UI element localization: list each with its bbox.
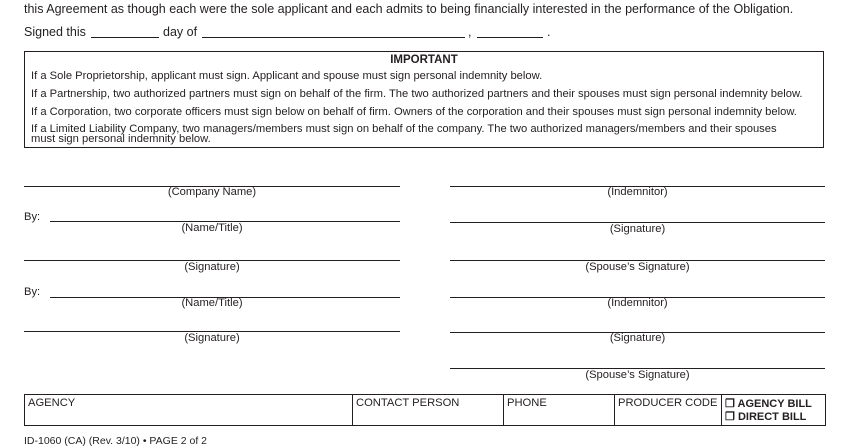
agency-label: AGENCY	[28, 397, 76, 409]
agency-bill-option[interactable]	[725, 398, 822, 411]
phone-label: PHONE	[507, 397, 547, 409]
indemnitor-caption-2: (Indemnitor)	[607, 297, 668, 309]
period-mark: .	[547, 25, 551, 39]
spouse-signature-caption-2: (Spouse’s Signature)	[585, 369, 690, 381]
agency-cell[interactable]	[25, 395, 353, 425]
signed-year-field[interactable]	[477, 37, 543, 38]
agency-info-table	[24, 394, 826, 426]
comma-separator: ,	[468, 25, 472, 39]
signature-caption-2: (Signature)	[184, 332, 240, 344]
agency-bill-label: AGENCY BILL	[737, 398, 812, 410]
phone-cell[interactable]	[504, 395, 615, 425]
signed-day-field[interactable]	[91, 37, 159, 38]
indemnitor-signature-caption-2: (Signature)	[609, 332, 666, 344]
name-title-caption-1: (Name/Title)	[181, 222, 243, 234]
important-title: IMPORTANT	[390, 54, 458, 66]
contact-person-label: CONTACT PERSON	[356, 397, 460, 409]
producer-code-label: PRODUCER CODE	[618, 397, 718, 409]
important-line-llc-continued: must sign personal indemnity below.	[31, 133, 211, 145]
company-name-caption: (Company Name)	[167, 186, 257, 198]
important-notice-box	[24, 51, 824, 148]
signature-caption-1: (Signature)	[184, 261, 240, 273]
by-label-1: By:	[24, 211, 41, 223]
producer-code-cell[interactable]	[615, 395, 722, 425]
indemnitor-signature-caption-1: (Signature)	[609, 223, 666, 235]
important-line-partnership: If a Partnership, two authorized partners must sign on behalf of the firm. The two authorized partners and their spouses must sign personal indemnity below.	[31, 88, 803, 100]
important-line-sole-proprietorship: If a Sole Proprietorship, applicant must sign. Applicant and spouse must sign personal indemnity below.	[31, 70, 543, 82]
direct-bill-checkbox-icon[interactable]: ❐	[725, 411, 735, 423]
direct-bill-option[interactable]	[725, 411, 822, 424]
agreement-text: this Agreement as though each were the sole applicant and each admits to being financially interested in the performance of the Obligation.	[24, 2, 794, 16]
form-footer: ID-1060 (CA) (Rev. 3/10) • PAGE 2 of 2	[24, 435, 208, 447]
direct-bill-label: DIRECT BILL	[737, 411, 807, 423]
important-line-corporation: If a Corporation, two corporate officers must sign below on behalf of firm. Owners of the corporation and their spouses must sign personal indemnity below.	[31, 106, 797, 118]
day-of-label: day of	[163, 25, 198, 39]
name-title-caption-2: (Name/Title)	[181, 297, 243, 309]
by-label-2: By:	[24, 286, 41, 298]
important-line-llc: If a Limited Liability Company, two managers/members must sign on behalf of the company. The two authorized managers/members and their spouses	[31, 123, 777, 135]
indemnitor-caption-1: (Indemnitor)	[607, 186, 668, 198]
billing-options-cell	[722, 395, 825, 425]
spouse-signature-caption-1: (Spouse’s Signature)	[585, 261, 690, 273]
agency-bill-checkbox-icon[interactable]: ❐	[725, 398, 735, 410]
signed-month-field[interactable]	[202, 37, 465, 38]
contact-person-cell[interactable]	[353, 395, 504, 425]
signed-this-label: Signed this	[24, 25, 86, 39]
